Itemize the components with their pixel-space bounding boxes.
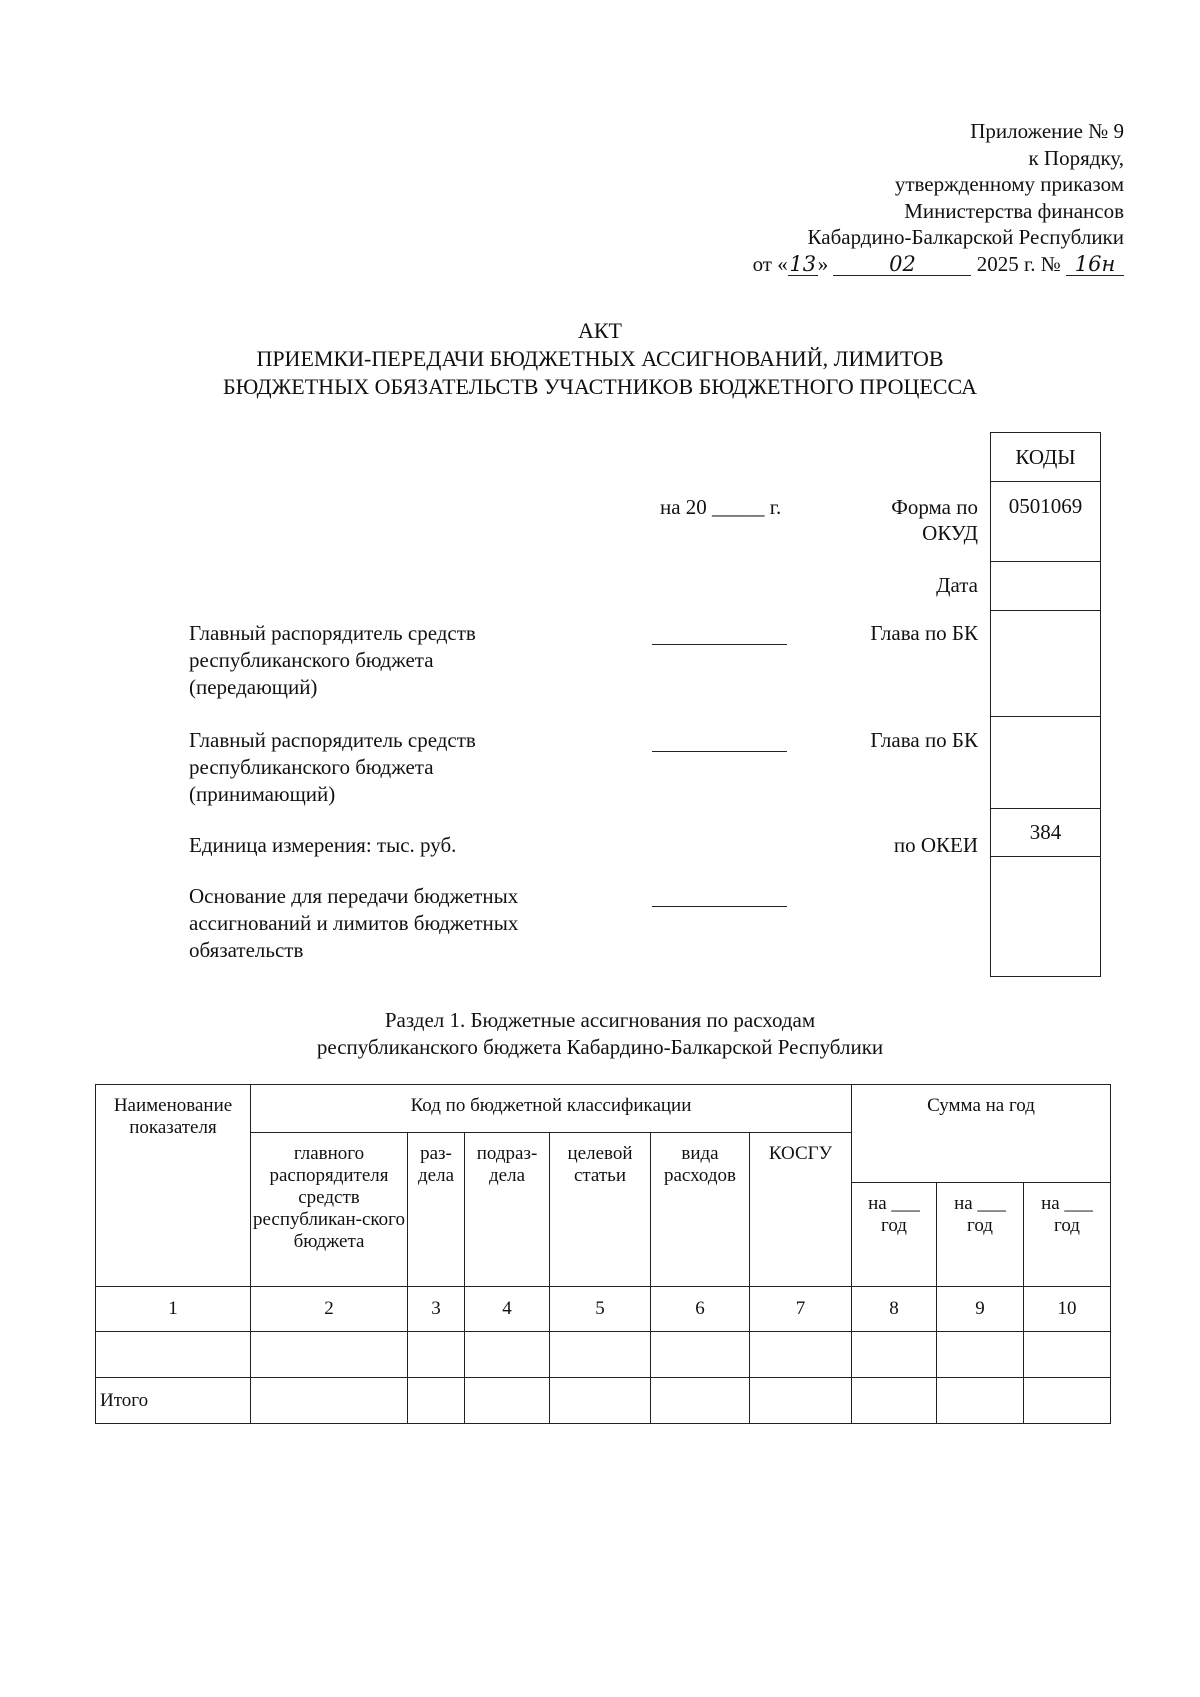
okud-label-line: ОКУД bbox=[922, 521, 978, 545]
header-sum: Сумма на год bbox=[852, 1085, 1111, 1183]
year-header: на ___ год bbox=[852, 1183, 937, 1287]
field-line: республиканского бюджета bbox=[189, 648, 434, 672]
table-cell bbox=[852, 1378, 937, 1424]
subheader-target: целевой статьи bbox=[550, 1133, 651, 1287]
col-number: 3 bbox=[408, 1287, 465, 1332]
appendix-block bbox=[753, 118, 1124, 277]
col-number: 10 bbox=[1024, 1287, 1111, 1332]
bk-label-sender: Глава по БК bbox=[870, 621, 978, 645]
table-cell bbox=[937, 1378, 1024, 1424]
appendix-line: Приложение № 9 bbox=[970, 119, 1124, 143]
table-cell bbox=[465, 1378, 550, 1424]
col-number: 5 bbox=[550, 1287, 651, 1332]
year-header: на ___ год bbox=[937, 1183, 1024, 1287]
table-cell bbox=[465, 1332, 550, 1378]
table-cell bbox=[550, 1332, 651, 1378]
total-label: Итого bbox=[96, 1378, 251, 1424]
field-line: (передающий) bbox=[189, 675, 318, 699]
sender-blank-line bbox=[652, 644, 787, 645]
title-line: ПРИЕМКИ-ПЕРЕДАЧИ БЮДЖЕТНЫХ АССИГНОВАНИЙ, ЛИМИТОВ bbox=[256, 346, 944, 371]
table-cell bbox=[651, 1332, 750, 1378]
table-cell bbox=[251, 1332, 408, 1378]
field-line: Главный распорядитель средств bbox=[189, 728, 476, 752]
column-number-row bbox=[96, 1287, 1111, 1332]
appendix-line: к Порядку, bbox=[1028, 145, 1124, 170]
date-day: 13 bbox=[789, 251, 817, 276]
section-line: республиканского бюджета Кабардино-Балкарской Республики bbox=[316, 1035, 884, 1059]
col-number: 2 bbox=[251, 1287, 408, 1332]
okud-label-line: Форма по bbox=[891, 495, 978, 519]
bk-label-receiver: Глава по БК bbox=[870, 728, 978, 752]
col-number: 8 bbox=[852, 1287, 937, 1332]
field-line: Основание для передачи бюджетных bbox=[189, 884, 519, 908]
table-cell bbox=[750, 1378, 852, 1424]
budget-table bbox=[95, 1084, 1111, 1424]
col-number: 4 bbox=[465, 1287, 550, 1332]
date-prefix: от « bbox=[752, 251, 788, 276]
okei-value: 384 bbox=[990, 808, 1101, 856]
table-cell bbox=[96, 1332, 251, 1378]
section-title bbox=[0, 1007, 1200, 1061]
subheader-subsection: подраз-дела bbox=[465, 1133, 550, 1287]
basis-field-label bbox=[189, 883, 518, 964]
date-label: Дата bbox=[936, 573, 978, 597]
field-line: ассигнований и лимитов бюджетных bbox=[189, 911, 519, 935]
subheader-grbs: главного распорядителя средств республикан-ского бюджета bbox=[251, 1133, 408, 1287]
field-line: обязательств bbox=[189, 938, 304, 962]
table-cell bbox=[750, 1332, 852, 1378]
total-row bbox=[96, 1378, 1111, 1424]
col-number: 7 bbox=[750, 1287, 852, 1332]
sender-field-label bbox=[189, 620, 476, 701]
table-cell bbox=[651, 1378, 750, 1424]
okud-value: 0501069 bbox=[990, 481, 1101, 561]
table-cell bbox=[937, 1332, 1024, 1378]
year-header: на ___ год bbox=[1024, 1183, 1111, 1287]
table-cell bbox=[550, 1378, 651, 1424]
header-name: Наименование показателя bbox=[96, 1085, 251, 1287]
codes-header: КОДЫ bbox=[990, 432, 1101, 481]
table-cell bbox=[408, 1378, 465, 1424]
period-label: на 20 _____ г. bbox=[660, 495, 782, 519]
date-month: 02 bbox=[833, 253, 971, 276]
col-number: 6 bbox=[651, 1287, 750, 1332]
appendix-line: утвержденному приказом bbox=[894, 172, 1124, 196]
bk-receiver-value bbox=[990, 716, 1101, 808]
bk-sender-value bbox=[990, 610, 1101, 716]
section-line: Раздел 1. Бюджетные ассигнования по расходам bbox=[384, 1008, 816, 1032]
document-title bbox=[0, 317, 1200, 401]
receiver-blank-line bbox=[652, 751, 787, 752]
header-code: Код по бюджетной классификации bbox=[251, 1085, 852, 1133]
table-cell bbox=[1024, 1378, 1111, 1424]
receiver-field-label bbox=[189, 727, 476, 808]
date-mid: » bbox=[817, 251, 829, 276]
field-line: республиканского бюджета bbox=[189, 755, 434, 779]
basis-value bbox=[990, 856, 1101, 977]
okud-label bbox=[891, 494, 978, 546]
order-number: 16н bbox=[1066, 253, 1124, 276]
appendix-line: Кабардино-Балкарской Республики bbox=[807, 225, 1124, 249]
date-year: 2025 г. № bbox=[976, 251, 1061, 276]
unit-label: Единица измерения: тыс. руб. bbox=[189, 833, 457, 857]
col-number: 1 bbox=[96, 1287, 251, 1332]
subheader-kosgu: КОСГУ bbox=[750, 1133, 852, 1287]
appendix-date-line bbox=[753, 251, 1124, 278]
basis-blank-line bbox=[652, 906, 787, 907]
title-line: БЮДЖЕТНЫХ ОБЯЗАТЕЛЬСТВ УЧАСТНИКОВ БЮДЖЕТНОГО ПРОЦЕССА bbox=[223, 374, 977, 399]
table-cell bbox=[852, 1332, 937, 1378]
okei-label: по ОКЕИ bbox=[893, 833, 978, 857]
date-value bbox=[990, 561, 1101, 610]
subheader-type: вида расходов bbox=[651, 1133, 750, 1287]
table-cell bbox=[1024, 1332, 1111, 1378]
subheader-section: раз-дела bbox=[408, 1133, 465, 1287]
col-number: 9 bbox=[937, 1287, 1024, 1332]
title-line: АКТ bbox=[578, 318, 622, 343]
field-line: Главный распорядитель средств bbox=[189, 621, 476, 645]
table-cell bbox=[408, 1332, 465, 1378]
table-cell bbox=[251, 1378, 408, 1424]
table-row bbox=[96, 1332, 1111, 1378]
appendix-line: Министерства финансов bbox=[904, 198, 1124, 223]
field-line: (принимающий) bbox=[189, 782, 336, 806]
